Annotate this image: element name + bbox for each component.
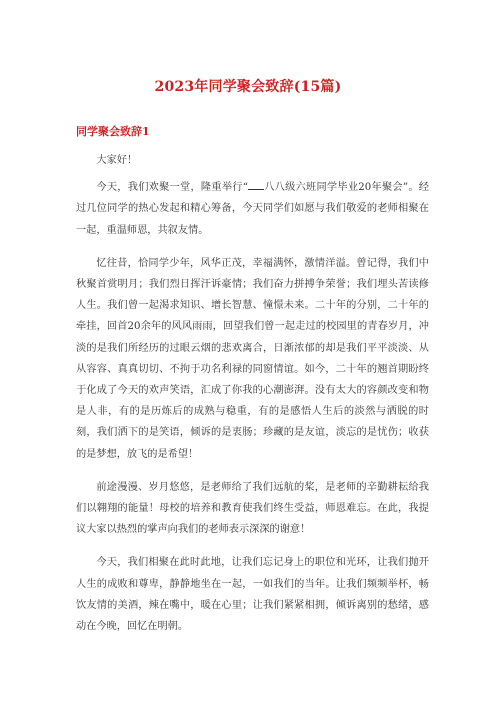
section-heading: 同学聚会致辞1 (76, 125, 150, 138)
document-title: 2023年同学聚会致辞(15篇) (154, 79, 342, 95)
paragraph-greeting: 大家好！ (96, 155, 138, 166)
paragraph-opening-end: 八八级六班同学毕业20年聚会”。经过几位同学的热心发起和精心筹备，今天同学们如愿与我们敬爱的老师相聚在一起，重温师恩，共叙友情。 (76, 182, 429, 236)
paragraph-opening-start: 今天，我们欢聚一堂，隆重举行“ (96, 182, 248, 194)
document-body (76, 150, 429, 649)
paragraph-teachers: 前途漫漫、岁月悠悠，是老师给了我们远航的桨，是老师的辛勤耕耘给我们以翱翔的能量！母校的培养和教育使我们终生受益，师恩难忘。在此，我提议大家以热烈的掌声向我们的老师表示深深的谢意！ (76, 481, 429, 536)
paragraph-memories: 忆往昔，恰同学少年，风华正茂，幸福满怀，激情洋溢。曾记得，我们中秋聚首赏明月；我们烈日挥汗诉豪情；我们奋力拼搏争荣誉；我们埋头苦读修人生。我们曾一起渴求知识、增长智慧、憧憬未来。二十年的分别，二十年的牵挂，回首20余年的风风雨雨，回望我们曾一起走过的校园里的青春岁月，冲淡的是我们所经历的过眼云烟的悲欢离合，日渐浓郁的却是我们平平淡淡、从从容容、真真切切、不拘于功名利禄的同窗情谊。如今，二十年的翘首期盼终于化成了今天的欢声笑语，汇成了你我的心潮澎湃。没有太大的容颜改变和物是人非，有的是历炼后的成熟与稳重，有的是感悟人生后的淡然与洒脱的时刻，我们洒下的是笑语，倾诉的是衷肠；珍藏的是友谊，淡忘的是忧伤；收获的是梦想，放飞的是希望！ (76, 257, 429, 460)
paragraph-reunion: 今天，我们相聚在此时此地，让我们忘记身上的职位和光环，让我们抛开人生的成败和尊卑，静静地坐在一起，一如我们的当年。让我们频频举杯，畅饮友情的美酒，辣在嘴中，暖在心里；让我们紧紧相拥，倾诉离别的愁绪，感动在今晚，回忆在明朝。 (76, 557, 429, 633)
paragraph-opening (76, 177, 429, 241)
fill-in-blank (248, 179, 264, 190)
